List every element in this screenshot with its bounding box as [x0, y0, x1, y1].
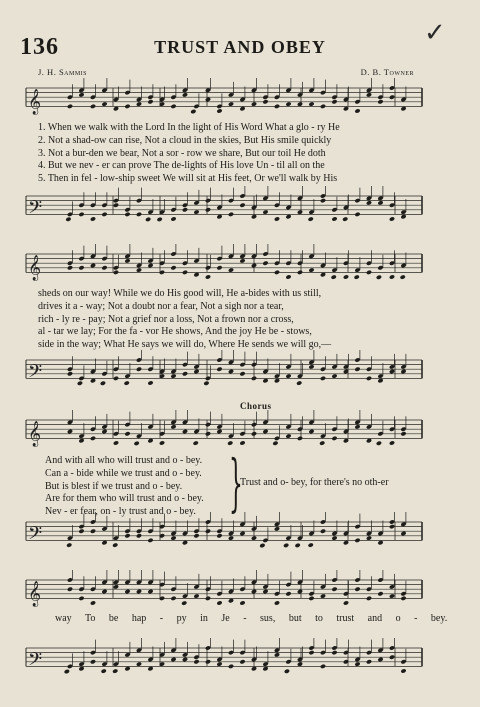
lyric-line: side in the way; What He says we will do, Where He sends we will go,— — [38, 339, 332, 351]
treble-staff-2 — [0, 244, 480, 288]
verse-brace: } — [229, 446, 243, 519]
bass-staff-1 — [0, 186, 480, 230]
hymn-title: TRUST AND OBEY — [154, 37, 326, 57]
lyric-line: But is blest if we trust and o - bey. — [45, 480, 183, 492]
lyric-line: sheds on our way! While we do His good will, He a-bides with us still, — [38, 288, 322, 299]
composer-credit: D. B. Towner — [360, 67, 414, 77]
check-mark-icon: ✓ — [424, 18, 446, 48]
bass-staff-4 — [0, 638, 480, 684]
svg-text:𝄢: 𝄢 — [28, 361, 43, 387]
lyric-line: Can a - bide while we trust and o - bey. — [45, 467, 202, 479]
final-lyric-line: way To be hap - py in Je - sus, but to trust and o - bey. — [55, 613, 448, 624]
lyrics-verse-block-1 — [38, 122, 430, 186]
bass-staff-2 — [0, 350, 480, 394]
svg-text:𝄞: 𝄞 — [28, 89, 42, 115]
svg-text:𝄢: 𝄢 — [28, 523, 43, 549]
lyric-line: 3. Not a bur-den we bear, Not a sor - row we share, But our toil He doth — [38, 147, 326, 159]
lyric-line: 1. When we walk with the Lord In the light of His Word What a glo - ry He — [38, 122, 340, 133]
svg-text:𝄞: 𝄞 — [28, 581, 42, 607]
lyric-line: drives it a - way; Not a doubt nor a fear, Not a sigh nor a tear, — [38, 300, 284, 312]
chorus-tail-lyric: Trust and o- bey, for there's no oth-er — [240, 477, 389, 488]
svg-text:𝄞: 𝄞 — [28, 255, 42, 281]
hymn-number: 136 — [20, 34, 59, 60]
lyric-line: Nev - er fear, on - ly trust and o - bey. — [45, 506, 196, 518]
chorus-label: Chorus — [240, 401, 272, 411]
chorus-lyrics-block — [45, 455, 204, 519]
lyric-line: al - tar we lay; For the fa - vor He shows, And the joy He be - stows, — [38, 326, 312, 338]
lyric-line: rich - ly re - pay; Not a grief nor a loss, Not a frown nor a cross, — [38, 313, 294, 325]
lyricist-credit: J. H. Sammis — [38, 67, 88, 77]
lyric-line: And with all who will trust and o - bey. — [45, 455, 203, 466]
lyric-line: 4. But we nev - er can prove The de-lights of His love Un - til all on the — [38, 160, 325, 172]
svg-text:𝄞: 𝄞 — [28, 421, 42, 447]
svg-text:𝄢: 𝄢 — [28, 649, 43, 675]
bass-staff-3 — [0, 512, 480, 556]
lyrics-verse-block-2 — [38, 288, 430, 352]
lyric-line: Are for them who will trust and o - bey. — [45, 493, 204, 505]
treble-staff-1 — [0, 78, 480, 122]
lyric-line: 5. Then in fel - low-ship sweet We will sit at His feet, Or we'll walk by His — [38, 173, 338, 185]
lyric-line: 2. Not a shad-ow can rise, Not a cloud in the skies, But His smile quickly — [38, 134, 332, 146]
svg-text:𝄢: 𝄢 — [28, 197, 43, 223]
treble-staff-4 — [0, 570, 480, 616]
